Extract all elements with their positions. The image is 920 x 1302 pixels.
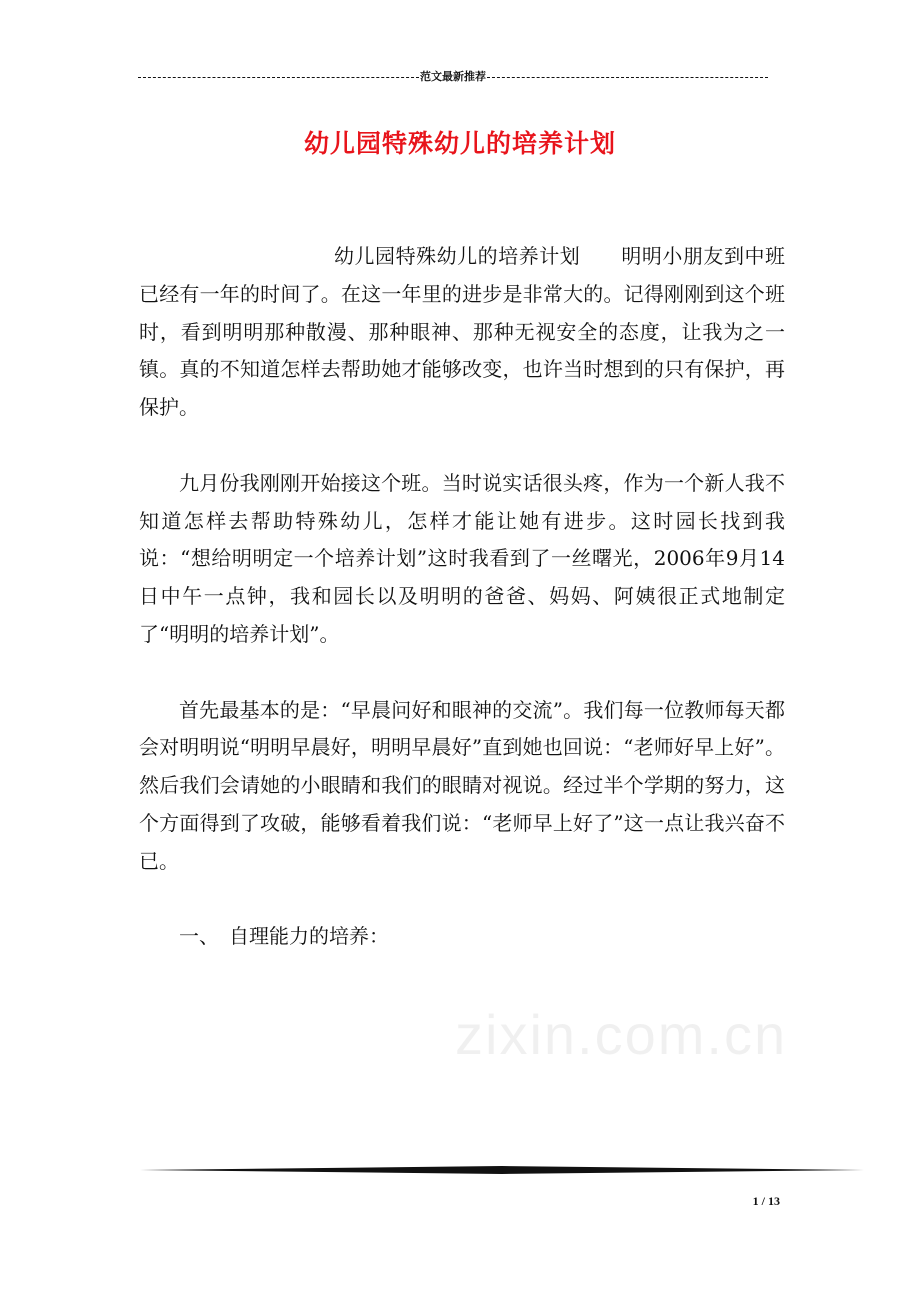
header-dash-left [138, 77, 419, 78]
paragraph-greeting: 首先最基本的是：“早晨问好和眼神的交流”。我们每一位教师每天都会对明明说“明明早晨好，明明早晨好”直到她也回说：“老师好早上好”。然后我们会请她的小眼睛和我们的眼睛对视说。经过半个学期的努力，这个方面得到了攻破，能够看着我们说：“老师早上好了”这一点让我兴奋不已。 [139, 697, 785, 873]
document-title: 幼儿园特殊幼儿的培养计划 [303, 129, 616, 158]
footer-rule [140, 1166, 864, 1174]
page-header [138, 68, 768, 84]
document-body [139, 238, 785, 994]
paragraph-september: 九月份我刚刚开始接这个班。当时说实话很头疼，作为一个新人我不知道怎样去帮助特殊幼儿，怎样才能让她有进步。这时园长找到我说：“想给明明定一个培养计划”这时我看到了一丝曙光，2006年9月14日中午一点钟，我和园长以及明明的爸爸、妈妈、阿姨很正式地制定了“明明的培养计划”。 [139, 470, 785, 646]
header-label: 范文最新推荐 [420, 71, 486, 83]
page-number: 1 / 13 [752, 1194, 780, 1208]
watermark-text: zixin.com.cn [455, 1003, 788, 1066]
header-dash-right [487, 77, 768, 78]
paragraph-intro: 幼儿园特殊幼儿的培养计划 明明小朋友到中班已经有一年的时间了。在这一年里的进步是非常大的。记得刚刚到这个班时，看到明明那种散漫、那种眼神、那种无视安全的态度，让我为之一镇。真的不知道怎样去帮助她才能够改变，也许当时想到的只有保护，再保护。 [139, 244, 785, 420]
section-heading-self-care: 一、 自理能力的培养： [179, 924, 389, 949]
